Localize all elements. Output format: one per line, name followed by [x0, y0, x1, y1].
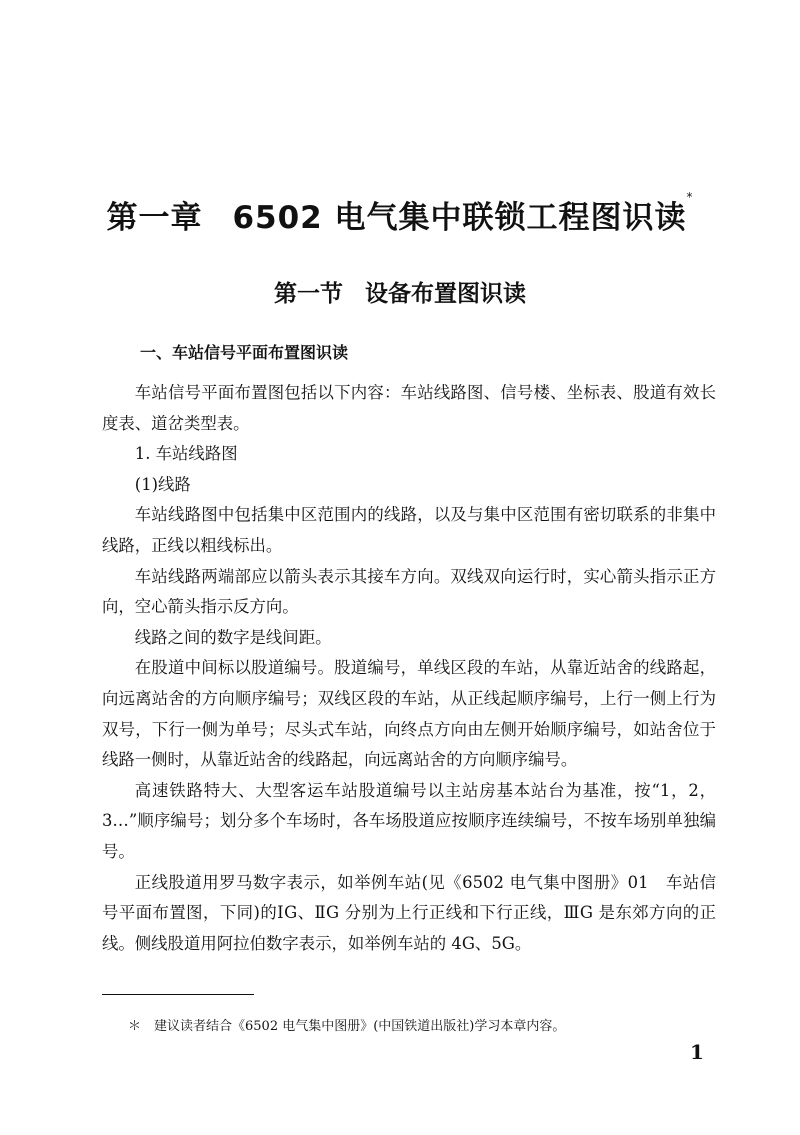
chapter-label: 第一章 — [106, 200, 203, 236]
chapter-title — [0, 192, 800, 237]
paragraph: 车站线路两端部应以箭头表示其接车方向。双线双向运行时，实心箭头指示正方向，空心箭头指示反方向。 — [102, 566, 716, 617]
section-label: 第一节 — [274, 281, 343, 307]
paragraph: 在股道中间标以股道编号。股道编号，单线区段的车站，从靠近站舍的线路起，向远离站舍的方向顺序编号；双线区段的车站，从正线起顺序编号，上行一侧上行为双号，下行一侧为单号；尽头式车站，向终点方向由左侧开始顺序编号，如站舍位于线路一侧时，从靠近站舍的线路起，向远离站舍的方向顺序编号。 — [102, 658, 716, 770]
paragraph: 线路之间的数字是线间距。 — [134, 627, 332, 647]
paragraph: (1)线路 — [134, 474, 191, 494]
section-name: 设备布置图识读 — [365, 281, 526, 307]
paragraph: 车站信号平面布置图包括以下内容：车站线路图、信号楼、坐标表、股道有效长度表、道岔类型表。 — [102, 383, 716, 433]
chapter-name: 6502 电气集中联锁工程图识读 — [232, 200, 687, 236]
subheading: 一、车站信号平面布置图识读 — [140, 343, 349, 362]
footnote-marker: * — [686, 190, 694, 204]
paragraph: 1. 车站线路图 — [134, 444, 238, 464]
page-number: 1 — [690, 1040, 704, 1064]
paragraph: 车站线路图中包括集中区范围内的线路，以及与集中区范围有密切联系的非集中线路，正线以粗线标出。 — [102, 505, 716, 555]
body-text — [102, 378, 716, 959]
footnote-divider — [102, 994, 254, 995]
footnote: ＊ 建议读者结合《6502 电气集中图册》(中国铁道出版社)学习本章内容。 — [128, 1019, 566, 1034]
paragraph: 正线股道用罗马数字表示，如举例车站(见《6502 电气集中图册》01 车站信号平面布置图，下同)的ⅠG、ⅡG 分别为上行正线和下行正线，ⅢG 是东郊方向的正线。侧线股道用阿拉伯数字表示，如举例车站的 4G、5G。 — [102, 872, 716, 953]
section-title — [0, 275, 800, 308]
paragraph: 高速铁路特大、大型客运车站股道编号以主站房基本站台为基准，按“1，2，3…”顺序编号；划分多个车场时，各车场股道应按顺序连续编号，不按车场别单独编号。 — [102, 780, 716, 861]
